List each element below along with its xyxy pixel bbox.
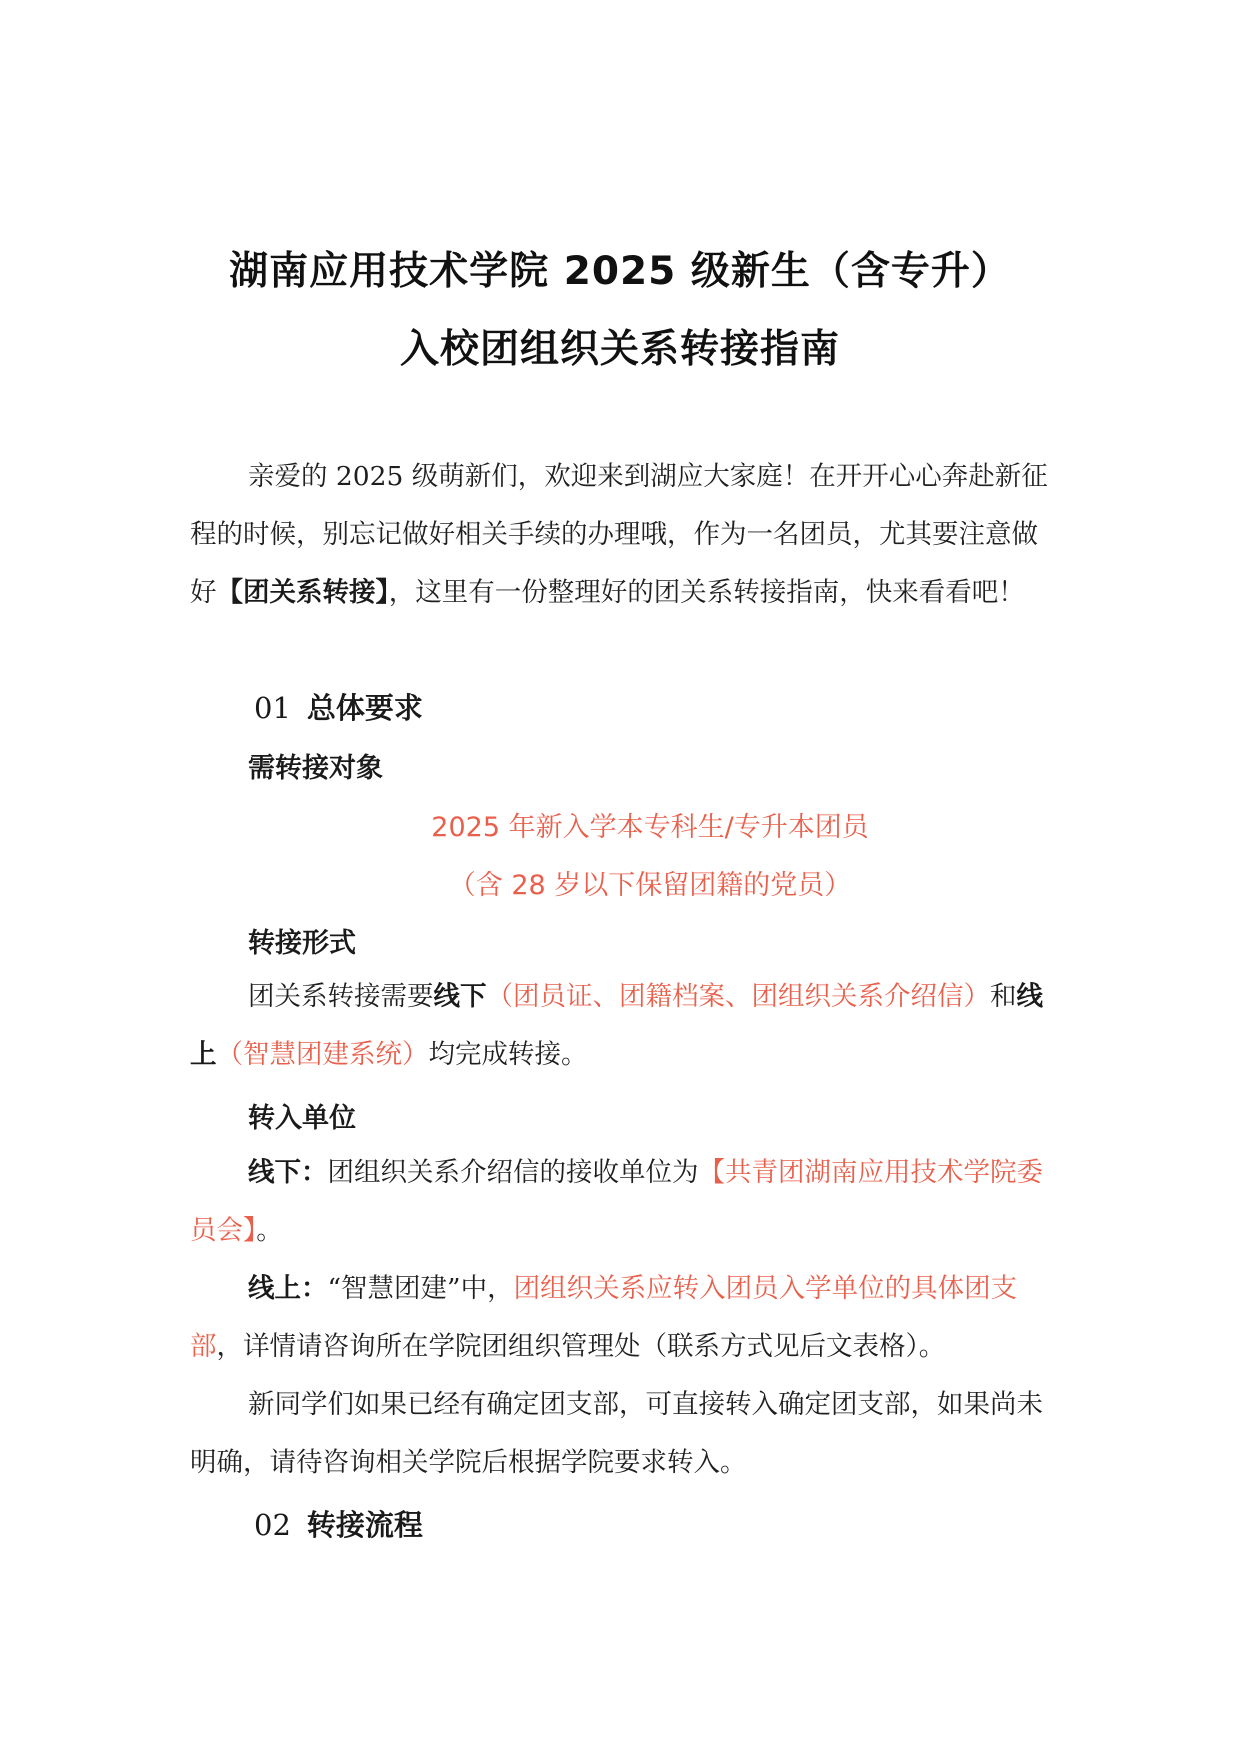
form-and: 和 — [990, 981, 1017, 1012]
section-01-number: 01 — [254, 691, 291, 725]
unit-note-text: 新同学们如果已经有确定团支部，可直接转入确定团支部，如果尚未明确，请待咨询相关学院后根据学院要求转入。 — [190, 1389, 1043, 1478]
intro-text-before: 亲爱的 2025 级萌新们，欢迎来到湖应大家庭！在开开心心奔赴新征程的时候，别忘记做好相关手续的办理哦，作为一名团员，尤其要注意做好 — [190, 461, 1048, 608]
target-line-1: 2025 年新入学本专科生/专升本团员 — [431, 812, 869, 843]
form-online-label: 线上 — [190, 981, 1043, 1070]
unit-online-after: ，详情请咨询所在学院团组织管理处（联系方式见后文表格）。 — [216, 1331, 946, 1362]
unit-offline-text: 团组织关系介绍信的接收单位为 — [327, 1157, 699, 1188]
unit-offline-receiver: 【共青团湖南应用技术学院委员会】 — [190, 1157, 1043, 1246]
section-02-number: 02 — [254, 1508, 291, 1542]
unit-online-text: “智慧团建”中， — [327, 1273, 514, 1304]
unit-offline-label: 线下： — [248, 1157, 328, 1188]
form-offline-items: （团员证、团籍档案、团组织关系介绍信） — [486, 981, 990, 1012]
section-01-heading — [254, 686, 423, 727]
section-02-label: 转接流程 — [306, 1508, 423, 1542]
form-text-after: 均完成转接。 — [428, 1039, 588, 1070]
unit-offline-paragraph — [190, 1144, 1058, 1260]
form-paragraph — [190, 968, 1058, 1084]
unit-online-branch: 团组织关系应转入团员入学单位的具体团支部 — [190, 1273, 1018, 1362]
section-01-label: 总体要求 — [306, 691, 423, 725]
intro-highlight: 【团关系转接】 — [216, 577, 389, 608]
form-online-items: （智慧团建系统） — [216, 1039, 429, 1070]
target-heading: 需转接对象 — [248, 753, 383, 784]
form-heading: 转接形式 — [248, 928, 356, 959]
unit-note-paragraph — [190, 1376, 1058, 1492]
unit-online-label: 线上： — [248, 1273, 328, 1304]
section-02-heading — [254, 1503, 423, 1544]
target-line-2: （含 28 岁以下保留团籍的党员） — [448, 870, 852, 901]
unit-offline-end: 。 — [256, 1215, 283, 1246]
unit-online-paragraph — [190, 1260, 1058, 1376]
form-offline-label: 线下 — [433, 981, 487, 1012]
unit-heading: 转入单位 — [248, 1103, 356, 1134]
intro-paragraph — [190, 448, 1058, 622]
form-text-before: 团关系转接需要 — [248, 981, 434, 1012]
document-title-line-2: 入校团组织关系转接指南 — [399, 327, 840, 372]
document-title-line-1: 湖南应用技术学院 2025 级新生（含专升） — [229, 249, 1011, 294]
intro-text-after: ，这里有一份整理好的团关系转接指南，快来看看吧！ — [388, 577, 1025, 608]
